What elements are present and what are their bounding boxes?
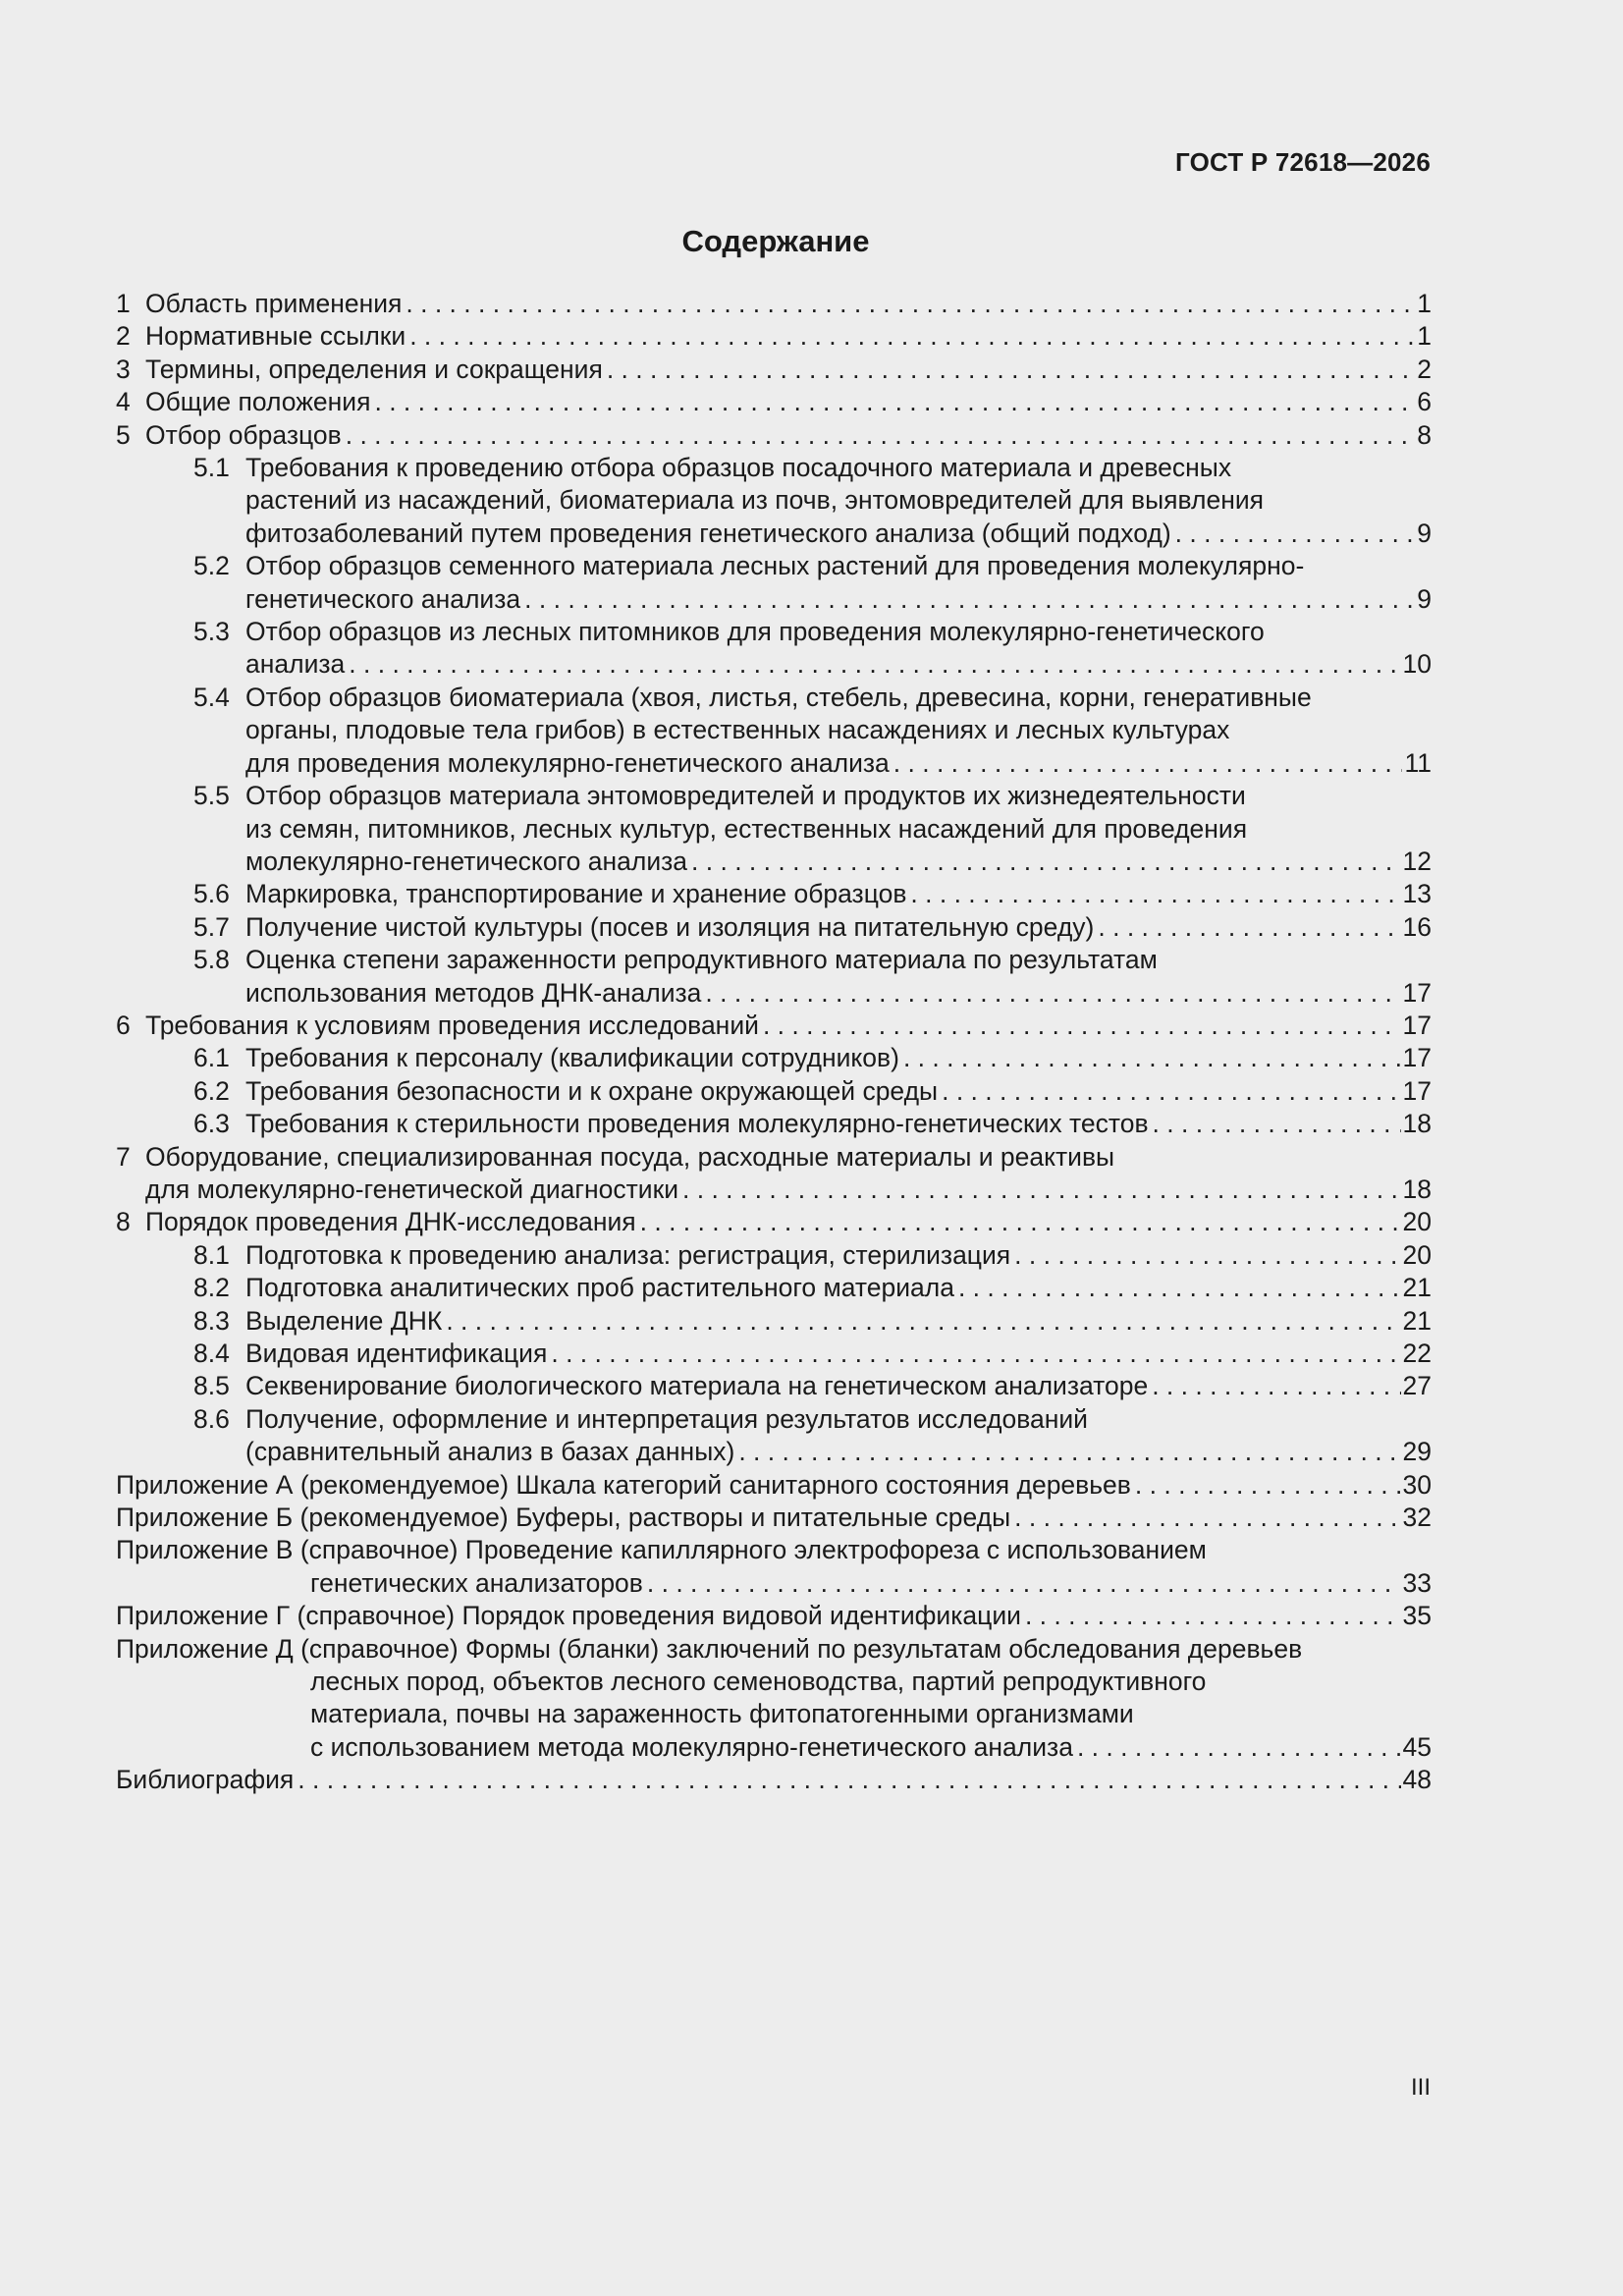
toc-entry[interactable] <box>116 419 1432 452</box>
toc-entry-page: 30 <box>1402 1469 1432 1500</box>
toc-entry[interactable] <box>116 1534 1432 1600</box>
dot-leader <box>691 846 1401 878</box>
toc-entry-page: 17 <box>1402 977 1432 1008</box>
toc-entry-text: Библиография <box>116 1765 295 1795</box>
dot-leader <box>346 419 1416 452</box>
dot-leader <box>1077 1731 1401 1764</box>
toc-entry-text: Приложение Д (справочное) Формы (бланки) заключений по результатам обследования деревьев <box>116 1633 1303 1664</box>
toc-entry[interactable] <box>116 780 1432 878</box>
toc-entry-page: 13 <box>1402 879 1432 909</box>
toc-entry-number: 2 <box>116 321 131 352</box>
toc-entry-text: Маркировка, транспортирование и хранение образцов <box>245 879 907 909</box>
toc-entry-page: 9 <box>1417 583 1432 614</box>
toc-entry-number: 5.4 <box>193 682 230 712</box>
page-number: III <box>1410 2074 1431 2101</box>
toc-entry-number: 8.4 <box>193 1339 230 1368</box>
toc-entry-page: 2 <box>1417 354 1432 384</box>
toc-entry-text: Отбор образцов <box>145 419 342 450</box>
toc-entry[interactable] <box>116 1239 1432 1272</box>
toc-entry-text: Приложение В (справочное) Проведение капиллярного электрофореза с использованием <box>116 1535 1207 1565</box>
toc-entry-number: 8.3 <box>193 1305 230 1336</box>
dot-leader <box>551 1338 1400 1370</box>
toc-entry-text: растений из насаждений, биоматериала из почв, энтомовредителей для выявления <box>245 485 1264 516</box>
toc-entry-number: 8.2 <box>193 1273 230 1303</box>
toc-entry-text: генетического анализа <box>245 583 521 614</box>
dot-leader <box>1175 518 1416 550</box>
toc-entry-text: Область применения <box>145 289 403 318</box>
toc-entry-page: 29 <box>1402 1437 1432 1467</box>
dot-leader <box>374 386 1415 418</box>
toc-entry[interactable] <box>116 288 1432 320</box>
toc-entry-number: 5.6 <box>193 879 230 909</box>
toc-entry-text: Получение чистой культуры (посев и изоляция на питательную среду) <box>245 911 1095 942</box>
toc-entry-page: 8 <box>1417 419 1432 450</box>
toc-entry-number: 4 <box>116 387 131 417</box>
dot-leader <box>607 354 1415 386</box>
toc-entry[interactable] <box>116 682 1432 780</box>
toc-entry[interactable] <box>116 1633 1432 1765</box>
toc-entry-page: 1 <box>1417 289 1432 318</box>
document-code: ГОСТ Р 72618—2026 <box>1175 147 1431 177</box>
toc-entry-number: 8.5 <box>193 1371 230 1401</box>
toc-entry[interactable] <box>116 1010 1432 1042</box>
toc-entry-text: молекулярно-генетического анализа <box>245 846 688 876</box>
toc-entry[interactable] <box>116 1502 1432 1534</box>
toc-entry[interactable] <box>116 452 1432 550</box>
toc-entry-text: Требования к стерильности проведения молекулярно-генетических тестов <box>245 1109 1149 1139</box>
toc-entry-number: 6.1 <box>193 1043 230 1073</box>
toc-entry-text: Подготовка аналитических проб растительного материала <box>245 1273 954 1303</box>
toc-entry-text: из семян, питомников, лесных культур, естественных насаждений для проведения <box>245 813 1248 844</box>
toc-entry-text: Оборудование, специализированная посуда, расходные материалы и реактивы <box>145 1141 1115 1172</box>
dot-leader <box>738 1436 1400 1468</box>
toc-entry[interactable] <box>116 1305 1432 1338</box>
toc-entry-text: Приложение Б (рекомендуемое) Буферы, растворы и питательные среды <box>116 1503 1011 1533</box>
toc-entry-text: Порядок проведения ДНК-исследования <box>145 1207 636 1237</box>
dot-leader <box>1153 1108 1401 1140</box>
dot-leader <box>910 878 1400 910</box>
toc-entry-text: Требования к персоналу (квалификации сотрудников) <box>245 1043 899 1073</box>
toc-entry-text: Требования к проведению отбора образцов посадочного материала и древесных <box>245 453 1232 483</box>
toc-entry[interactable] <box>116 616 1432 682</box>
toc-entry-number: 8.6 <box>193 1403 230 1434</box>
toc-entry[interactable] <box>116 1141 1432 1207</box>
toc-entry-page: 45 <box>1402 1731 1432 1762</box>
toc-entry-text: лесных пород, объектов лесного семеноводства, партий репродуктивного <box>310 1667 1207 1697</box>
toc-entry-page: 32 <box>1402 1503 1432 1533</box>
toc-entry[interactable] <box>116 1469 1432 1502</box>
toc-entry[interactable] <box>116 1042 1432 1074</box>
toc-entry-page: 27 <box>1402 1371 1432 1401</box>
toc-entry-number: 8 <box>116 1207 131 1237</box>
dot-leader <box>298 1764 1400 1796</box>
toc-entry[interactable] <box>116 1206 1432 1238</box>
toc-entry-number: 5.3 <box>193 617 230 647</box>
toc-entry-number: 5.2 <box>193 551 230 581</box>
toc-entry[interactable] <box>116 944 1432 1010</box>
toc-entry[interactable] <box>116 1370 1432 1402</box>
dot-leader <box>1014 1502 1400 1534</box>
toc-entry-page: 22 <box>1402 1339 1432 1368</box>
dot-leader <box>893 747 1403 780</box>
dot-leader <box>1098 911 1400 944</box>
toc-entry-text: Подготовка к проведению анализа: регистрация, стерилизация <box>245 1239 1011 1270</box>
toc-entry-page: 6 <box>1417 387 1432 417</box>
dot-leader <box>1152 1370 1400 1402</box>
dot-leader <box>647 1567 1401 1600</box>
toc-entry-text: Отбор образцов материала энтомовредителей и продуктов их жизнедеятельности <box>245 781 1246 811</box>
dot-leader <box>1014 1239 1400 1272</box>
toc-entry-number: 5 <box>116 419 131 450</box>
dot-leader <box>705 977 1400 1010</box>
dot-leader <box>1025 1600 1401 1632</box>
toc-entry-page: 10 <box>1402 649 1432 680</box>
toc-entry-text: Общие положения <box>145 387 371 417</box>
toc-entry[interactable] <box>116 1108 1432 1140</box>
toc-entry-page: 18 <box>1402 1109 1432 1139</box>
toc-entry-page: 33 <box>1402 1567 1432 1598</box>
dot-leader <box>763 1010 1401 1042</box>
toc-entry-number: 5.5 <box>193 781 230 811</box>
toc-entry-number: 6.3 <box>193 1109 230 1139</box>
toc-entry-page: 17 <box>1402 1043 1432 1073</box>
toc-entry-text: органы, плодовые тела грибов) в естественных насаждениях и лесных культурах <box>245 715 1230 745</box>
toc-entry-number: 6.2 <box>193 1075 230 1106</box>
dot-leader <box>942 1075 1400 1108</box>
toc-entry[interactable] <box>116 878 1432 910</box>
toc-entry-number: 5.8 <box>193 945 230 975</box>
toc-entry-number: 5.1 <box>193 453 230 483</box>
toc-entry-text: Нормативные ссылки <box>145 321 406 352</box>
toc-entry-text: Секвенирование биологического материала на генетическом анализаторе <box>245 1371 1149 1401</box>
toc-entry[interactable] <box>116 1272 1432 1304</box>
toc-entry-text: Приложение Г (справочное) Порядок проведения видовой идентификации <box>116 1601 1021 1631</box>
toc-entry-text: Видовая идентификация <box>245 1339 548 1368</box>
toc-entry-page: 17 <box>1402 1010 1432 1040</box>
toc-entry-page: 1 <box>1417 321 1432 352</box>
toc-entry-text: для молекулярно-генетической диагностики <box>145 1174 678 1204</box>
toc-entry-text: Оценка степени зараженности репродуктивного материала по результатам <box>245 945 1158 975</box>
dot-leader <box>903 1042 1401 1074</box>
toc-entry-page: 20 <box>1402 1239 1432 1270</box>
toc-entry-text: фитозаболеваний путем проведения генетического анализа (общий подход) <box>245 518 1171 548</box>
dot-leader <box>640 1206 1401 1238</box>
toc-entry-text: (сравнительный анализ в базах данных) <box>245 1437 735 1467</box>
toc-entry-number: 1 <box>116 289 131 318</box>
table-of-contents <box>116 288 1432 1797</box>
toc-entry-text: Термины, определения и сокращения <box>145 354 603 384</box>
toc-entry[interactable] <box>116 1075 1432 1108</box>
toc-entry-page: 21 <box>1402 1273 1432 1303</box>
toc-entry-text: для проведения молекулярно-генетического анализа <box>245 747 890 778</box>
toc-entry-text: Отбор образцов семенного материала лесных растений для проведения молекулярно- <box>245 551 1305 581</box>
toc-entry-page: 18 <box>1402 1174 1432 1204</box>
toc-entry-number: 5.7 <box>193 911 230 942</box>
dot-leader <box>1135 1469 1401 1502</box>
toc-entry-text: Требования к условиям проведения исследований <box>145 1010 759 1040</box>
toc-entry-page: 12 <box>1402 846 1432 876</box>
toc-entry[interactable] <box>116 354 1432 386</box>
toc-entry[interactable] <box>116 1764 1432 1796</box>
toc-entry-text: Отбор образцов из лесных питомников для проведения молекулярно-генетического <box>245 617 1265 647</box>
page-title: Содержание <box>681 224 870 258</box>
toc-entry[interactable] <box>116 1338 1432 1370</box>
dot-leader <box>406 288 1415 320</box>
toc-entry-text: Выделение ДНК <box>245 1305 443 1336</box>
toc-entry-page: 11 <box>1404 747 1432 778</box>
dot-leader <box>409 320 1415 353</box>
toc-entry-page: 20 <box>1402 1207 1432 1237</box>
toc-entry[interactable] <box>116 320 1432 353</box>
toc-entry[interactable] <box>116 386 1432 418</box>
toc-entry-text: анализа <box>245 649 346 680</box>
toc-entry-text: Приложение А (рекомендуемое) Шкала категорий санитарного состояния деревьев <box>116 1469 1131 1500</box>
toc-entry-text: использования методов ДНК-анализа <box>245 977 702 1008</box>
toc-entry-page: 17 <box>1402 1075 1432 1106</box>
toc-entry-number: 3 <box>116 354 131 384</box>
toc-entry-text: материала, почвы на зараженность фитопатогенными организмами <box>310 1699 1134 1729</box>
dot-leader <box>682 1174 1401 1206</box>
toc-entry-text: Получение, оформление и интерпретация результатов исследований <box>245 1403 1088 1434</box>
toc-entry-number: 7 <box>116 1141 131 1172</box>
toc-entry-text: Требования безопасности и к охране окружающей среды <box>245 1075 939 1106</box>
dot-leader <box>349 648 1400 681</box>
toc-entry[interactable] <box>116 1403 1432 1469</box>
toc-entry[interactable] <box>116 550 1432 616</box>
toc-entry-page: 35 <box>1402 1601 1432 1631</box>
toc-entry-page: 16 <box>1402 911 1432 942</box>
toc-entry-text: Отбор образцов биоматериала (хвоя, листья, стебель, древесина, корни, генеративные <box>245 682 1312 712</box>
toc-entry-text: с использованием метода молекулярно-генетического анализа <box>310 1731 1073 1762</box>
dot-leader <box>958 1272 1401 1304</box>
toc-entry[interactable] <box>116 911 1432 944</box>
dot-leader <box>524 583 1415 616</box>
toc-entry-number: 8.1 <box>193 1239 230 1270</box>
toc-entry-page: 21 <box>1402 1305 1432 1336</box>
dot-leader <box>446 1305 1400 1338</box>
toc-entry-page: 48 <box>1402 1765 1432 1795</box>
toc-entry[interactable] <box>116 1600 1432 1632</box>
toc-entry-number: 6 <box>116 1010 131 1040</box>
toc-entry-page: 9 <box>1417 518 1432 548</box>
toc-entry-text: генетических анализаторов <box>310 1567 643 1598</box>
